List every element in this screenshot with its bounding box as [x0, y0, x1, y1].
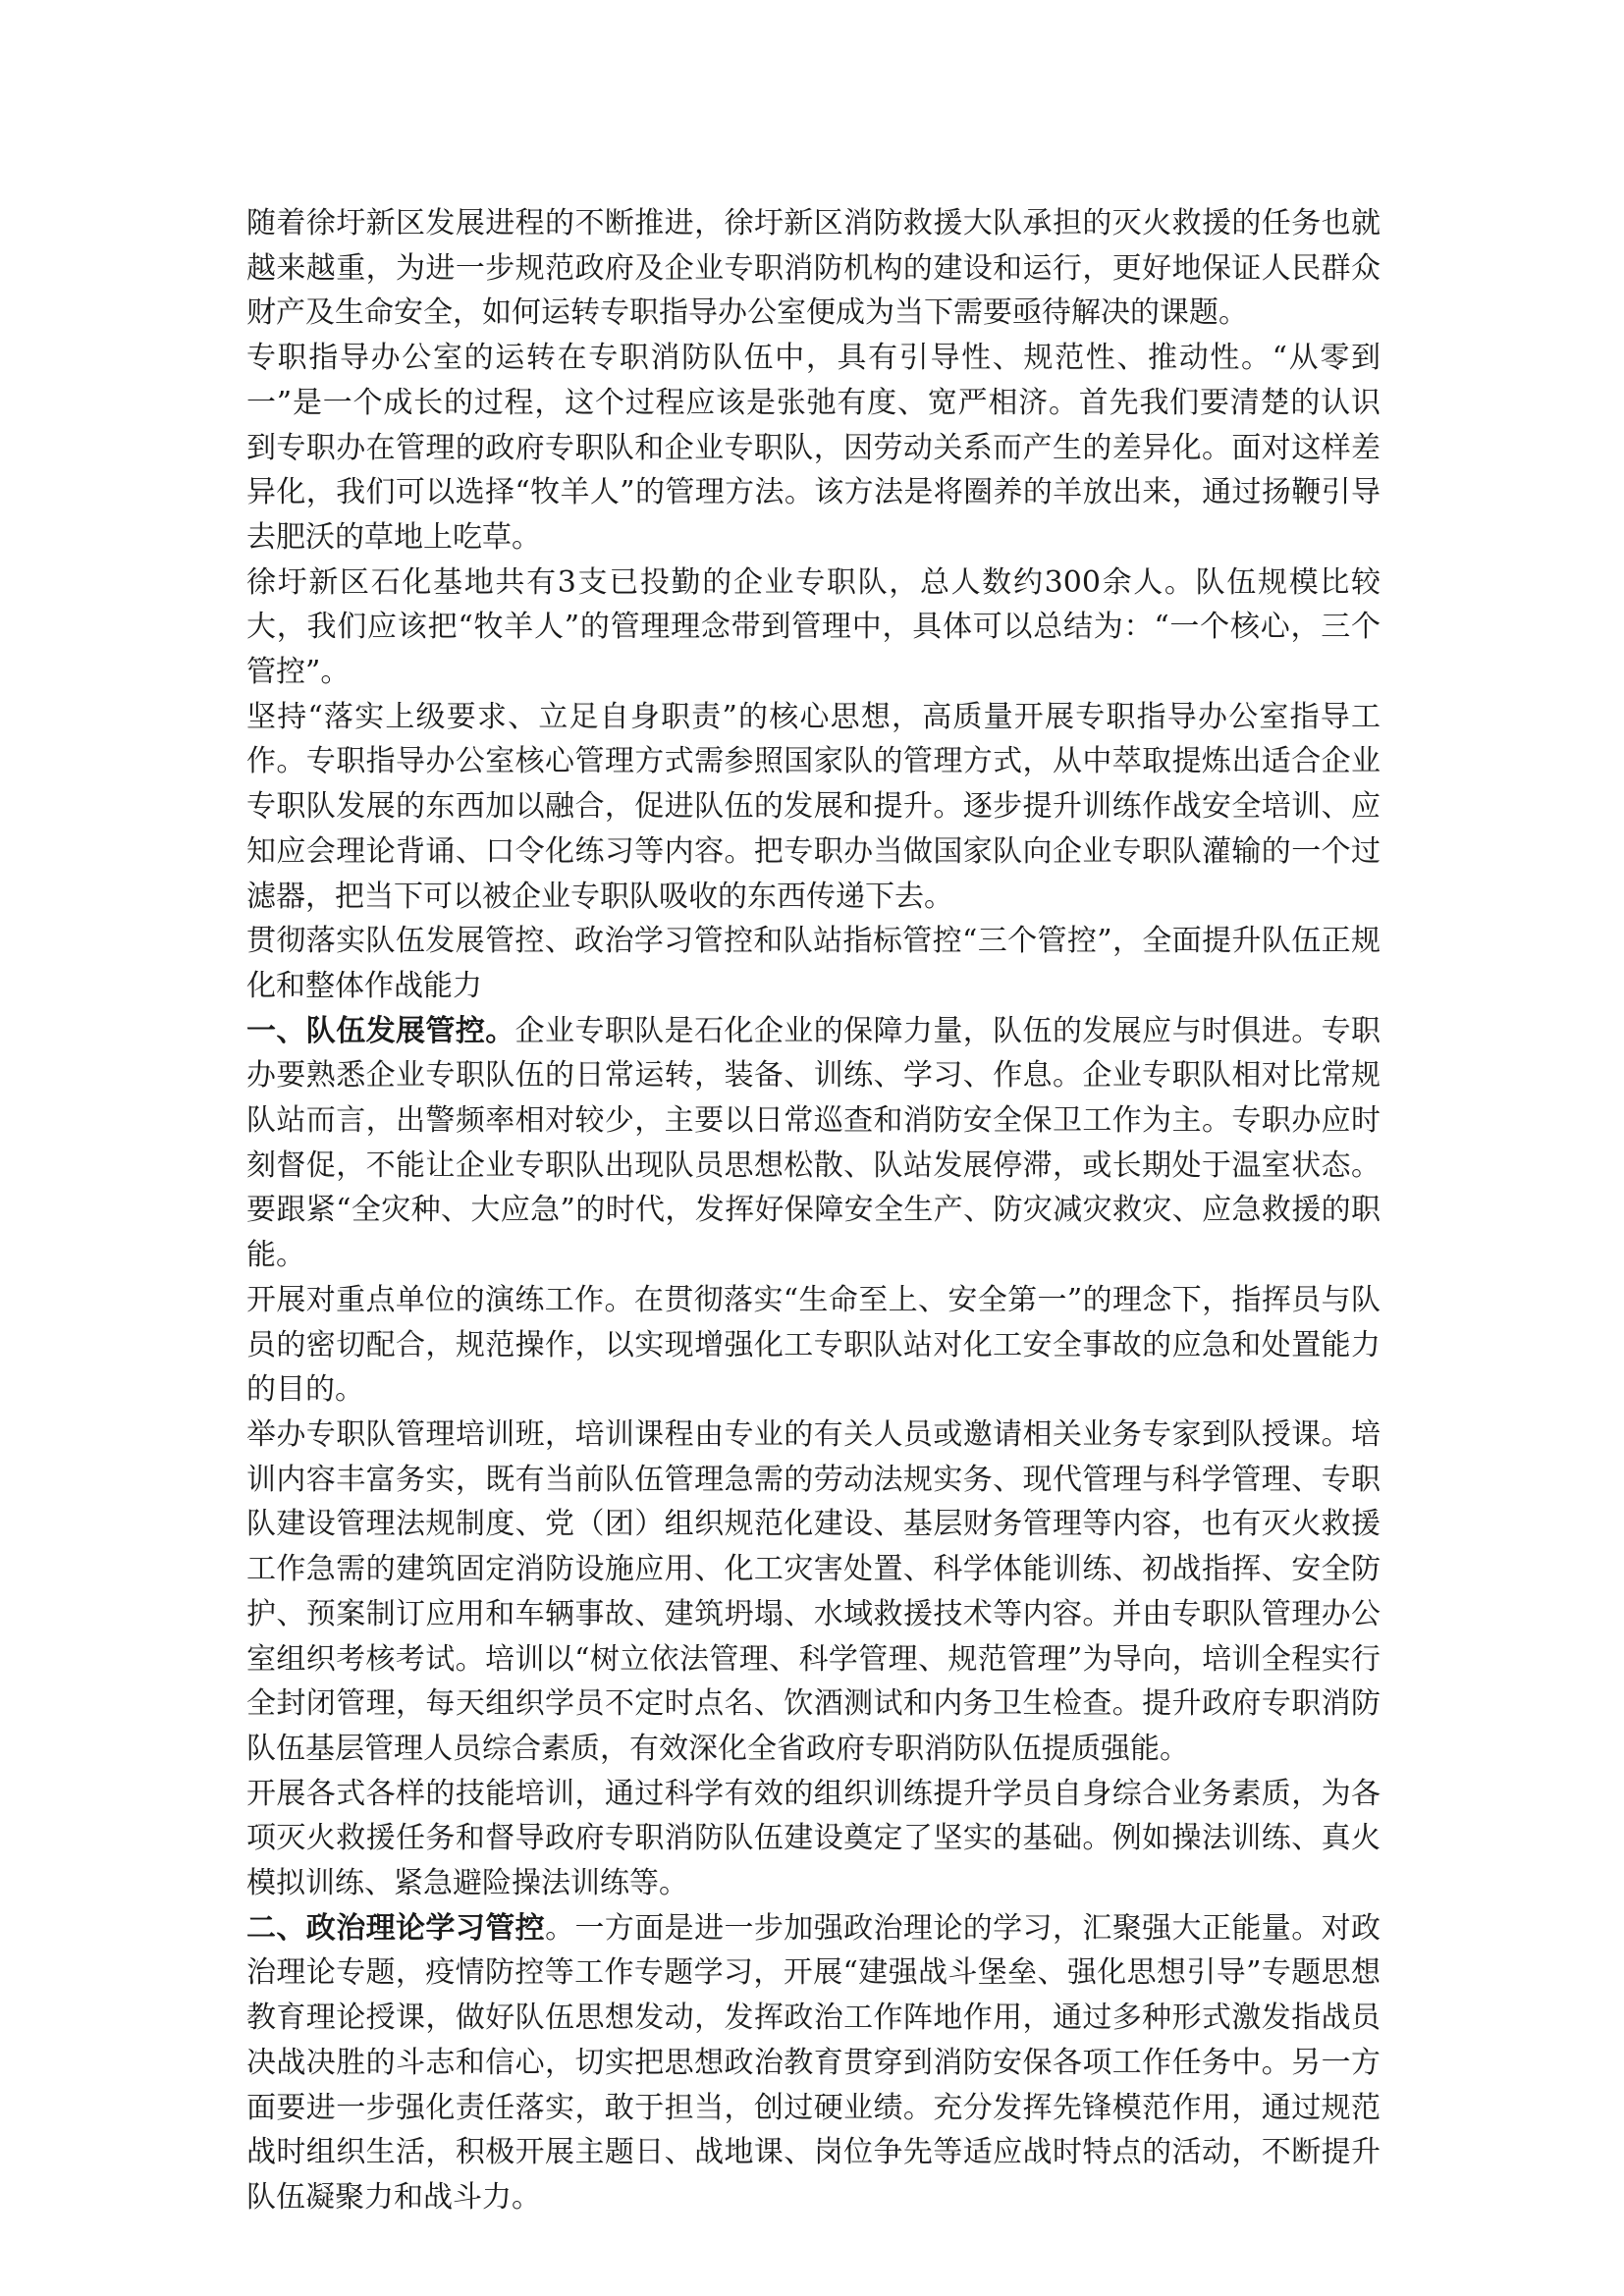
paragraph-text: 开展对重点单位的演练工作。在贯彻落实“生命至上、安全第一”的理念下，指挥员与队员的密切配合，规范操作，以实现增强化工专职队站对化工安全事故的应急和处置能力的目的。 [246, 1282, 1380, 1408]
paragraph-text: 坚持“落实上级要求、立足自身职责”的核心思想，高质量开展专职指导办公室指导工作。专职指导办公室核心管理方式需参照国家队的管理方式，从中萃取提炼出适合企业专职队发展的东西加以融合，促进队伍的发展和提升。逐步提升训练作战安全培训、应知应会理论背诵、口令化练习等内容。把专职办当做国家队向企业专职队灌输的一个过滤器，把当下可以被企业专职队吸收的东西传递下去。 [246, 699, 1380, 914]
paragraph-text: 贯彻落实队伍发展管控、政治学习管控和队站指标管控“三个管控”，全面提升队伍正规化和整体作战能力 [246, 924, 1380, 1003]
paragraph-drills [246, 1278, 1380, 1413]
paragraph-section-one [246, 1009, 1380, 1278]
paragraph-office-operation [246, 336, 1380, 561]
paragraph-text: 。一方面是进一步加强政治理论的学习，汇聚强大正能量。对政治理论专题，疫情防控等工作专题学习，开展“建强战斗堡垒、强化思想引导”专题思想教育理论授课，做好队伍思想发动，发挥政治工作阵地作用，通过多种形式激发指战员决战决胜的斗志和信心，切实把思想政治教育贯穿到消防安保各项工作任务中。另一方面要进一步强化责任落实，敢于担当，创过硬业绩。充分发挥先锋模范作用，通过规范战时组织生活，积极开展主题日、战地课、岗位争先等适应战时特点的活动，不断提升队伍凝聚力和战斗力。 [246, 1910, 1381, 2215]
paragraph-base-overview [246, 561, 1380, 695]
paragraph-training-class [246, 1413, 1380, 1772]
paragraph-text: 徐圩新区石化基地共有3支已投勤的企业专职队，总人数约300余人。队伍规模比较大，我们应该把“牧羊人”的管理理念带到管理中，具体可以总结为：“一个核心，三个管控”。 [246, 564, 1380, 690]
paragraph-text: 企业专职队是石化企业的保障力量，队伍的发展应与时俱进。专职办要熟悉企业专职队伍的日常运转，装备、训练、学习、作息。企业专职队相对比常规队站而言，出警频率相对较少，主要以日常巡查和消防安全保卫工作为主。专职办应时刻督促，不能让企业专职队出现队员思想松散、队站发展停滞，或长期处于温室状态。要跟紧“全灾种、大应急”的时代，发挥好保障安全生产、防灾减灾救灾、应急救援的职能。 [246, 1013, 1381, 1273]
paragraph-core-idea [246, 695, 1380, 920]
paragraph-three-controls [246, 919, 1380, 1008]
paragraph-text: 专职指导办公室的运转在专职消防队伍中，具有引导性、规范性、推动性。“从零到一”是一个成长的过程，这个过程应该是张弛有度、宽严相济。首先我们要清楚的认识到专职办在管理的政府专职队和企业专职队，因劳动关系而产生的差异化。面对这样差异化，我们可以选择“牧羊人”的管理方法。该方法是将圈养的羊放出来，通过扬鞭引导去肥沃的草地上吃草。 [246, 341, 1380, 555]
paragraph-section-two [246, 1906, 1380, 2220]
paragraph-intro [246, 201, 1380, 336]
document-body [246, 201, 1380, 2220]
paragraph-skills-training [246, 1772, 1380, 1906]
paragraph-text: 举办专职队管理培训班，培训课程由专业的有关人员或邀请相关业务专家到队授课。培训内容丰富务实，既有当前队伍管理急需的劳动法规实务、现代管理与科学管理、专职队建设管理法规制度、党（团）组织规范化建设、基层财务管理等内容，也有灭火救援工作急需的建筑固定消防设施应用、化工灾害处置、科学体能训练、初战指挥、安全防护、预案制订应用和车辆事故、建筑坍塌、水域救援技术等内容。并由专职队管理办公室组织考核考试。培训以“树立依法管理、科学管理、规范管理”为导向，培训全程实行全封闭管理，每天组织学员不定时点名、饮酒测试和内务卫生检查。提升政府专职消防队伍基层管理人员综合素质，有效深化全省政府专职消防队伍提质强能。 [246, 1416, 1380, 1766]
paragraph-text: 开展各式各样的技能培训，通过科学有效的组织训练提升学员自身综合业务素质，为各项灭火救援任务和督导政府专职消防队伍建设奠定了坚实的基础。例如操法训练、真火模拟训练、紧急避险操法训练等。 [246, 1776, 1380, 1901]
paragraph-text: 随着徐圩新区发展进程的不断推进，徐圩新区消防救援大队承担的灭火救援的任务也就越来越重，为进一步规范政府及企业专职消防机构的建设和运行，更好地保证人民群众财产及生命安全，如何运转专职指导办公室便成为当下需要亟待解决的课题。 [246, 206, 1380, 331]
section-heading: 一、队伍发展管控。 [246, 1013, 515, 1048]
section-heading: 二、政治理论学习管控 [246, 1910, 546, 1946]
